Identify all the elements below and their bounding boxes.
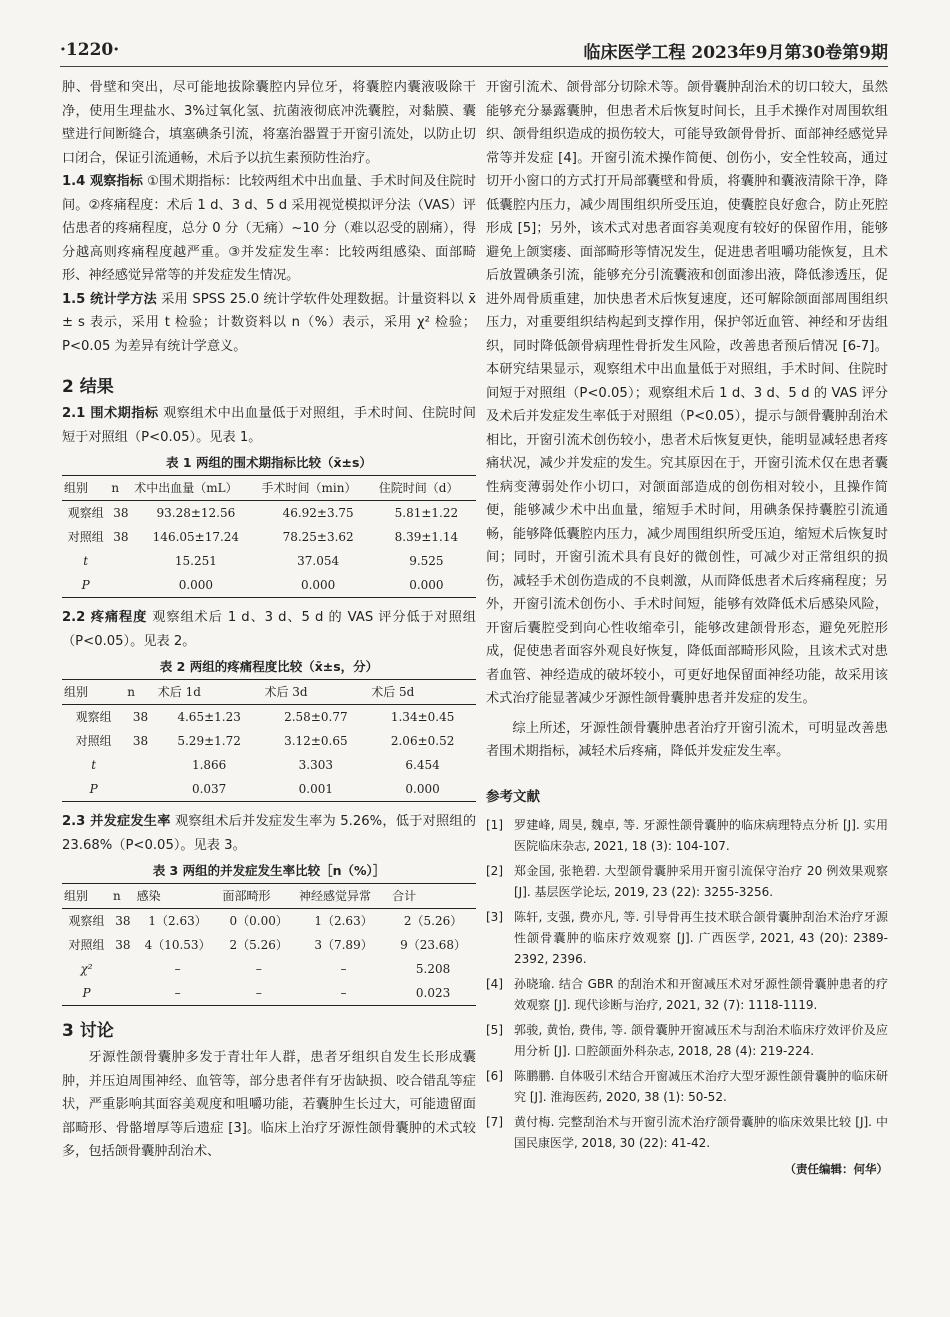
table-row bbox=[62, 957, 476, 981]
table-cell bbox=[109, 549, 132, 573]
table-header-cell: 术后 3d bbox=[262, 680, 369, 705]
section-2-1-title: 2.1 围术期指标 bbox=[62, 406, 159, 421]
section-1-4-title: 1.4 观察指标 bbox=[62, 174, 143, 189]
table-cell: 5.208 bbox=[415, 962, 451, 976]
table-cell: 对照组 bbox=[67, 530, 104, 544]
table-cell: 5.81±1.22 bbox=[394, 506, 459, 520]
table-header-cell: 神经感觉异常 bbox=[297, 884, 390, 909]
table-cell: P bbox=[62, 573, 109, 598]
reference-number: [5] bbox=[486, 1023, 503, 1037]
section-2-heading: 2 结果 bbox=[62, 377, 114, 397]
table-header-cell: 组别 bbox=[62, 884, 111, 909]
reference-text: 陈鹏鹏. 自体吸引术结合开窗减压术治疗大型牙源性颌骨囊肿的临床研究 [J]. 淮海医药, 2020, 38 (1): 50-52. bbox=[514, 1069, 888, 1104]
table-cell: 0.000 bbox=[260, 573, 377, 598]
table-cell: 15.251 bbox=[174, 554, 217, 568]
table-cell: 9.525 bbox=[409, 554, 444, 568]
reference-list bbox=[486, 815, 888, 1154]
reference-item bbox=[486, 815, 888, 857]
table-cell: 0（0.00） bbox=[229, 914, 288, 928]
table-cell: 146.05±17.24 bbox=[152, 530, 240, 544]
table-cell: 78.25±3.62 bbox=[282, 530, 354, 544]
table-header-cell: 组别 bbox=[62, 680, 125, 705]
table-cell: 0.000 bbox=[132, 573, 259, 598]
table-cell: P bbox=[62, 777, 125, 802]
table-cell: 4.65±1.23 bbox=[177, 710, 241, 724]
reference-text: 郑金国, 张艳碧. 大型颌骨囊肿采用开窗引流保守治疗 20 例效果观察 [J]. 基层医学论坛, 2019, 23 (22): 3255-3256. bbox=[514, 864, 888, 899]
reference-number: [3] bbox=[486, 910, 503, 924]
table-cell: 1（2.63） bbox=[314, 914, 373, 928]
table-cell: 6.454 bbox=[405, 758, 440, 772]
header-rule bbox=[60, 66, 888, 67]
section-1-4-text: ①围术期指标：比较两组术中出血量、手术时间及住院时间。②疼痛程度：术后 1 d、3 d、5 d 采用视觉模拟评分法（VAS）评估患者的疼痛程度，总分 0 分（无痛）~10 分（难以忍受的剧痛），得分越高则疼痛程度越严重。③并发症发生率：比较两组感染、面部畸形、神经感觉异常等的并发症发生情况。 bbox=[62, 174, 477, 283]
section-2-3-title: 2.3 并发症发生率 bbox=[62, 814, 171, 829]
reference-number: [1] bbox=[486, 818, 503, 832]
table-cell: 2（5.26） bbox=[229, 938, 288, 952]
table-row bbox=[62, 705, 476, 730]
table-cell bbox=[109, 573, 132, 598]
table-cell: 0.000 bbox=[377, 573, 476, 598]
table-row bbox=[62, 729, 476, 753]
table-cell: – bbox=[255, 962, 262, 976]
table-cell: 93.28±12.56 bbox=[156, 506, 236, 520]
table-cell: 2（5.26） bbox=[403, 914, 463, 928]
table-cell bbox=[111, 957, 135, 981]
table-cell: 3.12±0.65 bbox=[284, 734, 348, 748]
table-cell: 38 bbox=[115, 914, 131, 928]
table-header-cell: 术后 5d bbox=[369, 680, 476, 705]
table-cell: 对照组 bbox=[68, 938, 105, 952]
table-header-cell: n bbox=[125, 680, 155, 705]
section-2-1-text: 观察组术中出血量低于对照组，手术时间、住院时间短于对照组（P<0.05）。见表 1。 bbox=[62, 406, 476, 445]
table-header-cell: 面部畸形 bbox=[220, 884, 296, 909]
section-2-3-text: 观察组术后并发症发生率为 5.26%，低于对照组的 23.68%（P<0.05）。见表 3。 bbox=[62, 814, 477, 853]
table-header-cell: 合计 bbox=[390, 884, 476, 909]
reference-number: [6] bbox=[486, 1069, 503, 1083]
table-cell: 1（2.63） bbox=[148, 914, 207, 928]
conclusion-paragraph: 综上所述，牙源性颌骨囊肿患者治疗开窗引流术，可明显改善患者围术期指标，减轻术后疼痛，降低并发症发生率。 bbox=[486, 720, 888, 759]
table-header-cell: 术中出血量（mL） bbox=[132, 476, 259, 501]
table-header-cell: n bbox=[109, 476, 132, 501]
table-cell: 38 bbox=[113, 530, 129, 544]
section-2-2-title: 2.2 疼痛程度 bbox=[62, 610, 148, 625]
table-cell: – bbox=[220, 981, 296, 1006]
table-header-cell: 组别 bbox=[62, 476, 109, 501]
reference-text: 罗建峰, 周昊, 魏卓, 等. 牙源性颌骨囊肿的临床病理特点分析 [J]. 实用医院临床杂志, 2021, 18 (3): 104-107. bbox=[514, 818, 888, 853]
table-row bbox=[62, 753, 476, 777]
reference-item bbox=[486, 1020, 888, 1062]
section-2-1 bbox=[62, 402, 476, 449]
table-cell: 观察组 bbox=[68, 914, 105, 928]
reference-number: [4] bbox=[486, 977, 503, 991]
table-cell: 2.06±0.52 bbox=[390, 734, 455, 748]
methods-paragraph: 肿、骨壁和突出，尽可能地拔除囊腔内异位牙，将囊腔内囊液吸除干净，使用生理盐水、3%过氧化氢、抗菌液彻底冲洗囊腔，对黏膜、囊壁进行间断缝合，填塞碘条引流，将塞治器置于开窗引流处，以防止切口闭合，保证引流通畅，术后予以抗生素预防性治疗。 bbox=[62, 80, 476, 166]
table-cell bbox=[125, 753, 155, 777]
table-cell: 2.58±0.77 bbox=[284, 710, 348, 724]
responsible-editor: （责任编辑：何华） bbox=[784, 1162, 888, 1176]
table-cell: 1.866 bbox=[191, 758, 227, 772]
discussion-paragraph: 牙源性颌骨囊肿多发于青壮年人群，患者牙组织自发生长形成囊肿，并压迫周围神经、血管等，部分患者伴有牙齿缺损、咬合错乱等症状，严重影响其面容美观度和咀嚼功能，若囊肿生长过大，可能遗留面部畸形、骨骼增厚等后遗症 [3]。临床上治疗牙源性颌骨囊肿的术式较多，包括颌骨囊肿刮治术、 bbox=[62, 1050, 476, 1159]
table-cell: 46.92±3.75 bbox=[282, 506, 354, 520]
table-cell bbox=[111, 981, 135, 1006]
section-2-2-text: 观察组术后 1 d、3 d、5 d 的 VAS 评分低于对照组（P<0.05）。见表 2。 bbox=[62, 610, 476, 649]
table-row bbox=[62, 909, 476, 934]
table-cell: 1.34±0.45 bbox=[390, 710, 455, 724]
table-cell: 0.001 bbox=[262, 777, 369, 802]
table-cell: – bbox=[297, 981, 390, 1006]
table-cell: – bbox=[135, 981, 221, 1006]
table-cell: 5.29±1.72 bbox=[177, 734, 241, 748]
journal-header: 临床医学工程 2023年9月第30卷第9期 bbox=[583, 43, 888, 63]
table-cell: 37.054 bbox=[297, 554, 340, 568]
table-cell: t bbox=[83, 554, 89, 568]
table-header-cell: n bbox=[111, 884, 135, 909]
table-row bbox=[62, 777, 476, 802]
table-row bbox=[62, 573, 476, 598]
table-cell: 9（23.68） bbox=[400, 938, 467, 952]
reference-item bbox=[486, 1066, 888, 1108]
table-cell: 0.023 bbox=[390, 981, 476, 1006]
reference-text: 黄付梅. 完整刮治术与开窗引流术治疗颌骨囊肿的临床效果比较 [J]. 中国民康医学, 2018, 30 (22): 41-42. bbox=[514, 1115, 888, 1150]
table-cell: 0.000 bbox=[369, 777, 476, 802]
table-cell: 观察组 bbox=[67, 506, 104, 520]
references-heading: 参考文献 bbox=[486, 788, 540, 805]
table-2 bbox=[62, 679, 476, 802]
page-number: ·1220· bbox=[60, 40, 120, 60]
section-2-2 bbox=[62, 606, 476, 653]
reference-number: [2] bbox=[486, 864, 503, 878]
table-cell: 8.39±1.14 bbox=[394, 530, 459, 544]
reference-item bbox=[486, 861, 888, 903]
reference-item bbox=[486, 974, 888, 1016]
table-3 bbox=[62, 883, 476, 1006]
reference-number: [7] bbox=[486, 1115, 503, 1129]
table-cell bbox=[125, 777, 155, 802]
left-column bbox=[62, 76, 476, 1164]
table-cell: 观察组 bbox=[75, 710, 112, 724]
table-header-cell: 感染 bbox=[135, 884, 221, 909]
section-2-3 bbox=[62, 810, 476, 857]
discussion-continued: 开窗引流术、颌骨部分切除术等。颌骨囊肿刮治术的切口较大，虽然能够充分暴露囊肿，但患者术后恢复时间长，且手术操作对周围软组织、颌骨组织造成的损伤较大，可能导致颌骨骨折、面部神经感觉异常等并发症 [4]。开窗引流术操作简便、创伤小，安全性较高，通过切开小窗口的方式打开局部囊壁和骨质，将囊肿和囊液清除干净，降低囊腔内压力，减少周围组织所受压迫，使囊腔良好愈合，防止死腔形成 [5]；另外，该术式对患者面容美观度有较好的保留作用，能够避免上颌窦瘘、面部畸形等情况发生，促进患者咀嚼功能恢复，且术后放置碘条引流，能够充分引流囊液和创面渗出液，降低渗透压，促进外周骨质重建，加快患者术后恢复速度，还可解除颌面部周围组织压力，对重要组织结构起到支撑作用，保护邻近血管、神经和牙齿组织，同时降低颌骨病理性骨折发生风险，改善患者预后情况 [6-7]。本研究结果显示，观察组术中出血量低于对照组，手术时间、住院时间短于对照组（P<0.05）；观察组术后 1 d、3 d、5 d 的 VAS 评分及术后并发症发生率低于对照组（P<0.05），提示与颌骨囊肿刮治术相比，开窗引流术创伤较小，患者术后恢复更快，能明显减轻患者疼痛状况，减少并发症的发生。究其原因在于，开窗引流术仅在患者囊性病变薄弱处作小切口，对颌面部造成的创伤相对较小，且操作简便，能够减少术中出血量，缩短手术时间，用碘条保持囊腔引流通畅，能够降低囊腔内压力，减少周围组织所受压迫，缩短术后恢复时间；同时，开窗引流术具有良好的微创性，可减少对正常组织的损伤，减轻手术创伤造成的不良刺激，从而降低患者术后疼痛程度；另外，开窗引流术创伤小、手术时间短，能够有效降低术后感染风险，开窗后囊腔受到向心性收缩牵引，能够改建颌骨形态，避免死腔形成，促使患者面容外观良好恢复，降低面部畸形风险，且该术式对患者血管、神经造成的破坏较小，可更好地保留面神经功能，故采用该术式治疗能显著减少牙源性颌骨囊肿患者并发症的发生。 bbox=[486, 80, 888, 706]
table-1-caption: 表 1 两组的围术期指标比较（x̄±s） bbox=[166, 455, 372, 470]
section-1-4 bbox=[62, 170, 476, 288]
table-header-cell: 住院时间（d） bbox=[377, 476, 476, 501]
reference-item bbox=[486, 1112, 888, 1154]
section-1-5 bbox=[62, 288, 476, 359]
reference-text: 孙晓瑜. 结合 GBR 的刮治术和开窗减压术对牙源性颌骨囊肿患者的疗效观察 [J]. 现代诊断与治疗, 2021, 32 (7): 1118-1119. bbox=[514, 977, 888, 1012]
table-row bbox=[62, 981, 476, 1006]
table-row bbox=[62, 933, 476, 957]
table-cell: 38 bbox=[132, 734, 149, 748]
table-cell: 38 bbox=[132, 710, 149, 724]
table-1 bbox=[62, 475, 476, 598]
right-column bbox=[486, 76, 888, 1182]
table-cell: 38 bbox=[115, 938, 131, 952]
section-1-5-text: 采用 SPSS 25.0 统计学软件处理数据。计量资料以 x̄ ± s 表示，采用 t 检验；计数资料以 n（%）表示，采用 χ² 检验；P<0.05 为差异有统计学意义。 bbox=[62, 291, 476, 354]
table-row bbox=[62, 501, 476, 526]
section-1-5-title: 1.5 统计学方法 bbox=[62, 291, 157, 307]
table-cell: 4（10.53） bbox=[144, 938, 211, 952]
reference-item bbox=[486, 907, 888, 970]
reference-text: 陈轩, 支强, 费亦凡, 等. 引导骨再生技术联合颌骨囊肿刮治术治疗牙源性颌骨囊肿的临床疗效观察 [J]. 广西医学, 2021, 43 (20): 2389-2392, 2396. bbox=[514, 910, 888, 966]
table-cell: 3（7.89） bbox=[314, 938, 373, 952]
table-cell: 对照组 bbox=[75, 734, 112, 748]
table-header-cell: 术后 1d bbox=[156, 680, 263, 705]
table-2-caption: 表 2 两组的疼痛程度比较（x̄±s，分） bbox=[159, 659, 379, 674]
table-cell: – bbox=[174, 962, 181, 976]
table-row bbox=[62, 525, 476, 549]
reference-text: 郭骏, 黄怡, 费伟, 等. 颌骨囊肿开窗减压术与刮治术临床疗效评价及应用分析 [J]. 口腔颌面外科杂志, 2018, 28 (4): 219-224. bbox=[514, 1023, 888, 1058]
table-cell: P bbox=[62, 981, 111, 1006]
table-row bbox=[62, 549, 476, 573]
table-cell: χ² bbox=[80, 962, 93, 976]
table-3-caption: 表 3 两组的并发症发生率比较［n（%）］ bbox=[152, 863, 386, 878]
table-cell: 0.037 bbox=[156, 777, 263, 802]
section-3-heading: 3 讨论 bbox=[62, 1021, 114, 1041]
table-cell: t bbox=[91, 758, 97, 772]
table-header-cell: 手术时间（min） bbox=[260, 476, 377, 501]
table-cell: 38 bbox=[113, 506, 129, 520]
table-cell: – bbox=[340, 962, 347, 976]
table-cell: 3.303 bbox=[298, 758, 334, 772]
